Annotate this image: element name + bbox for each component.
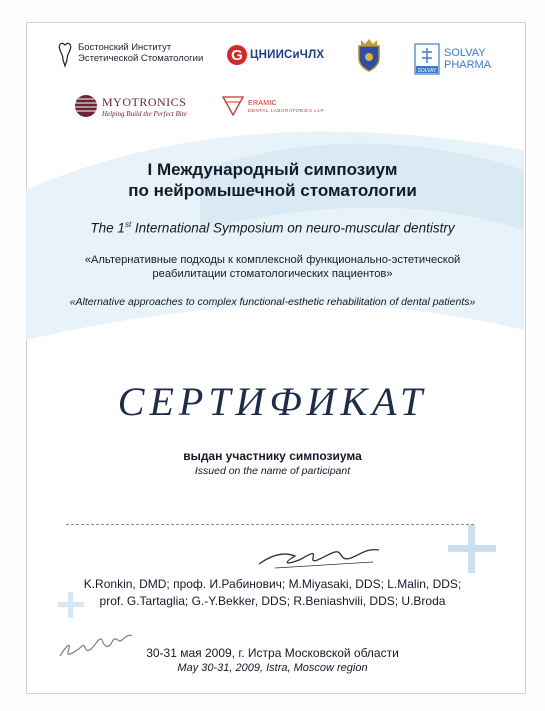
subtitle-english: «Alternative approaches to complex functional-esthetic rehabilitation of dental patients» (69, 296, 476, 308)
signers-list (40, 576, 505, 610)
myotronics-name: MYOTRONICS (102, 94, 187, 109)
ceramic-logo (220, 94, 324, 118)
solvay-line2: PHARMA (444, 59, 492, 71)
bie-line2: Эстетической Стоматологии (78, 53, 204, 64)
title-en-post: International Symposium on neuro-muscular dentistry (131, 220, 455, 236)
participant-name-line (66, 524, 474, 525)
title-ru-line2: по нейромышечной стоматологии (128, 181, 417, 200)
date-english: May 30-31, 2009, Istra, Moscow region (177, 662, 368, 674)
title-en-pre: The 1 (90, 220, 125, 236)
title-english (40, 220, 505, 236)
ceramic-text: ERAMIC (248, 99, 278, 107)
subtitle-ru-line2: реабилитации стоматологических пациентов» (152, 268, 393, 280)
title-en-sup: st (124, 220, 132, 229)
cniis-mark-letter: G (231, 47, 243, 64)
university-emblem (355, 38, 383, 77)
crest-icon (355, 38, 383, 72)
bie-line1: Бостонский Институт (78, 42, 172, 53)
issued-russian: выдан участнику симпозиума (183, 449, 362, 463)
title-ru-line1: I Международный симпозиум (147, 160, 398, 179)
globe-icon (74, 94, 98, 118)
solvay-badge-icon (414, 43, 440, 75)
solvay-badge-text: SOLVAY (417, 68, 437, 74)
cniis-logo (226, 44, 324, 66)
signers-line1: K.Ronkin, DMD; проф. И.Рабинович; M.Miyasaki, DDS; L.Malin, DDS; (83, 577, 462, 591)
solvay-logo (414, 43, 491, 75)
myotronics-tagline: Helping Build the Perfect Bite (102, 109, 187, 118)
issued-english: Issued on the name of participant (194, 465, 351, 477)
cniis-mark-icon (226, 44, 248, 66)
myotronics-logo (74, 94, 187, 118)
ceramic-sub: DENTAL LABORATORIES LLP (248, 107, 325, 113)
solvay-line1: SOLVAY (444, 47, 486, 59)
bie-logo (58, 42, 203, 68)
date-russian: 30-31 мая 2009, г. Истра Московской области (146, 646, 399, 660)
subtitle-russian (40, 253, 505, 281)
ceramic-mark-icon (220, 94, 246, 118)
subtitle-ru-line1: «Альтернативные подходы к комплексной функционально-эстетической (84, 254, 461, 266)
title-russian (40, 159, 505, 201)
certificate-heading: СЕРТИФИКАТ (117, 379, 428, 424)
cniis-text: ЦНИИСиЧЛХ (250, 49, 325, 61)
tooth-icon (58, 42, 72, 68)
cross-icon (448, 525, 496, 573)
signature-top (255, 540, 385, 574)
signers-line2: prof. G.Tartaglia; G.-Y.Bekker, DDS; R.Beniashvili, DDS; U.Broda (99, 594, 446, 608)
